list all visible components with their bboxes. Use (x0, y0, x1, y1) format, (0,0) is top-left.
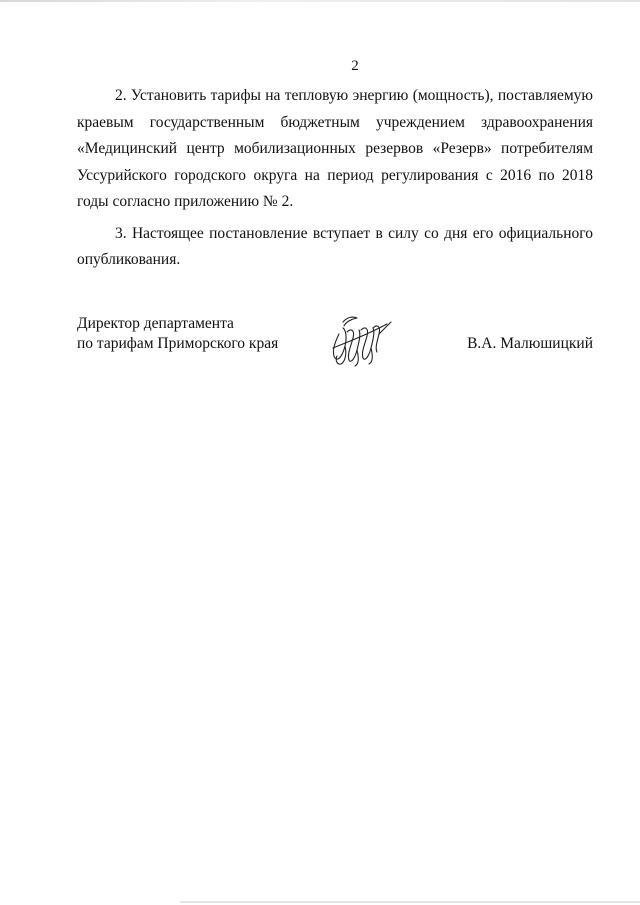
signatory-title (77, 314, 278, 354)
paragraph-3: 3. Настоящее постановление вступает в силу со дня его официального опубликования. (77, 224, 593, 268)
scan-edge-top (0, 0, 640, 2)
paragraph-2: 2. Установить тарифы на тепловую энергию (мощность), поставляемую краевым государственным бюджетным учреждением здравоохранения «Медицинский центр мобилизационных резервов «Резерв» потребителям Уссурийского городского округа на период регулирования с 2016 по 2018 годы согласно приложению № 2. (77, 87, 593, 210)
signatory-title-line-2: по тарифам Приморского края (77, 335, 279, 352)
signature-block (77, 314, 593, 374)
handwritten-signature-icon (313, 308, 393, 372)
document-body (77, 83, 593, 274)
scan-edge-bottom (180, 901, 640, 903)
signatory-title-line-1: Директор департамента (77, 315, 234, 332)
page-number: 2 (351, 58, 359, 74)
signatory-name: В.А. Малюшицкий (467, 335, 593, 352)
